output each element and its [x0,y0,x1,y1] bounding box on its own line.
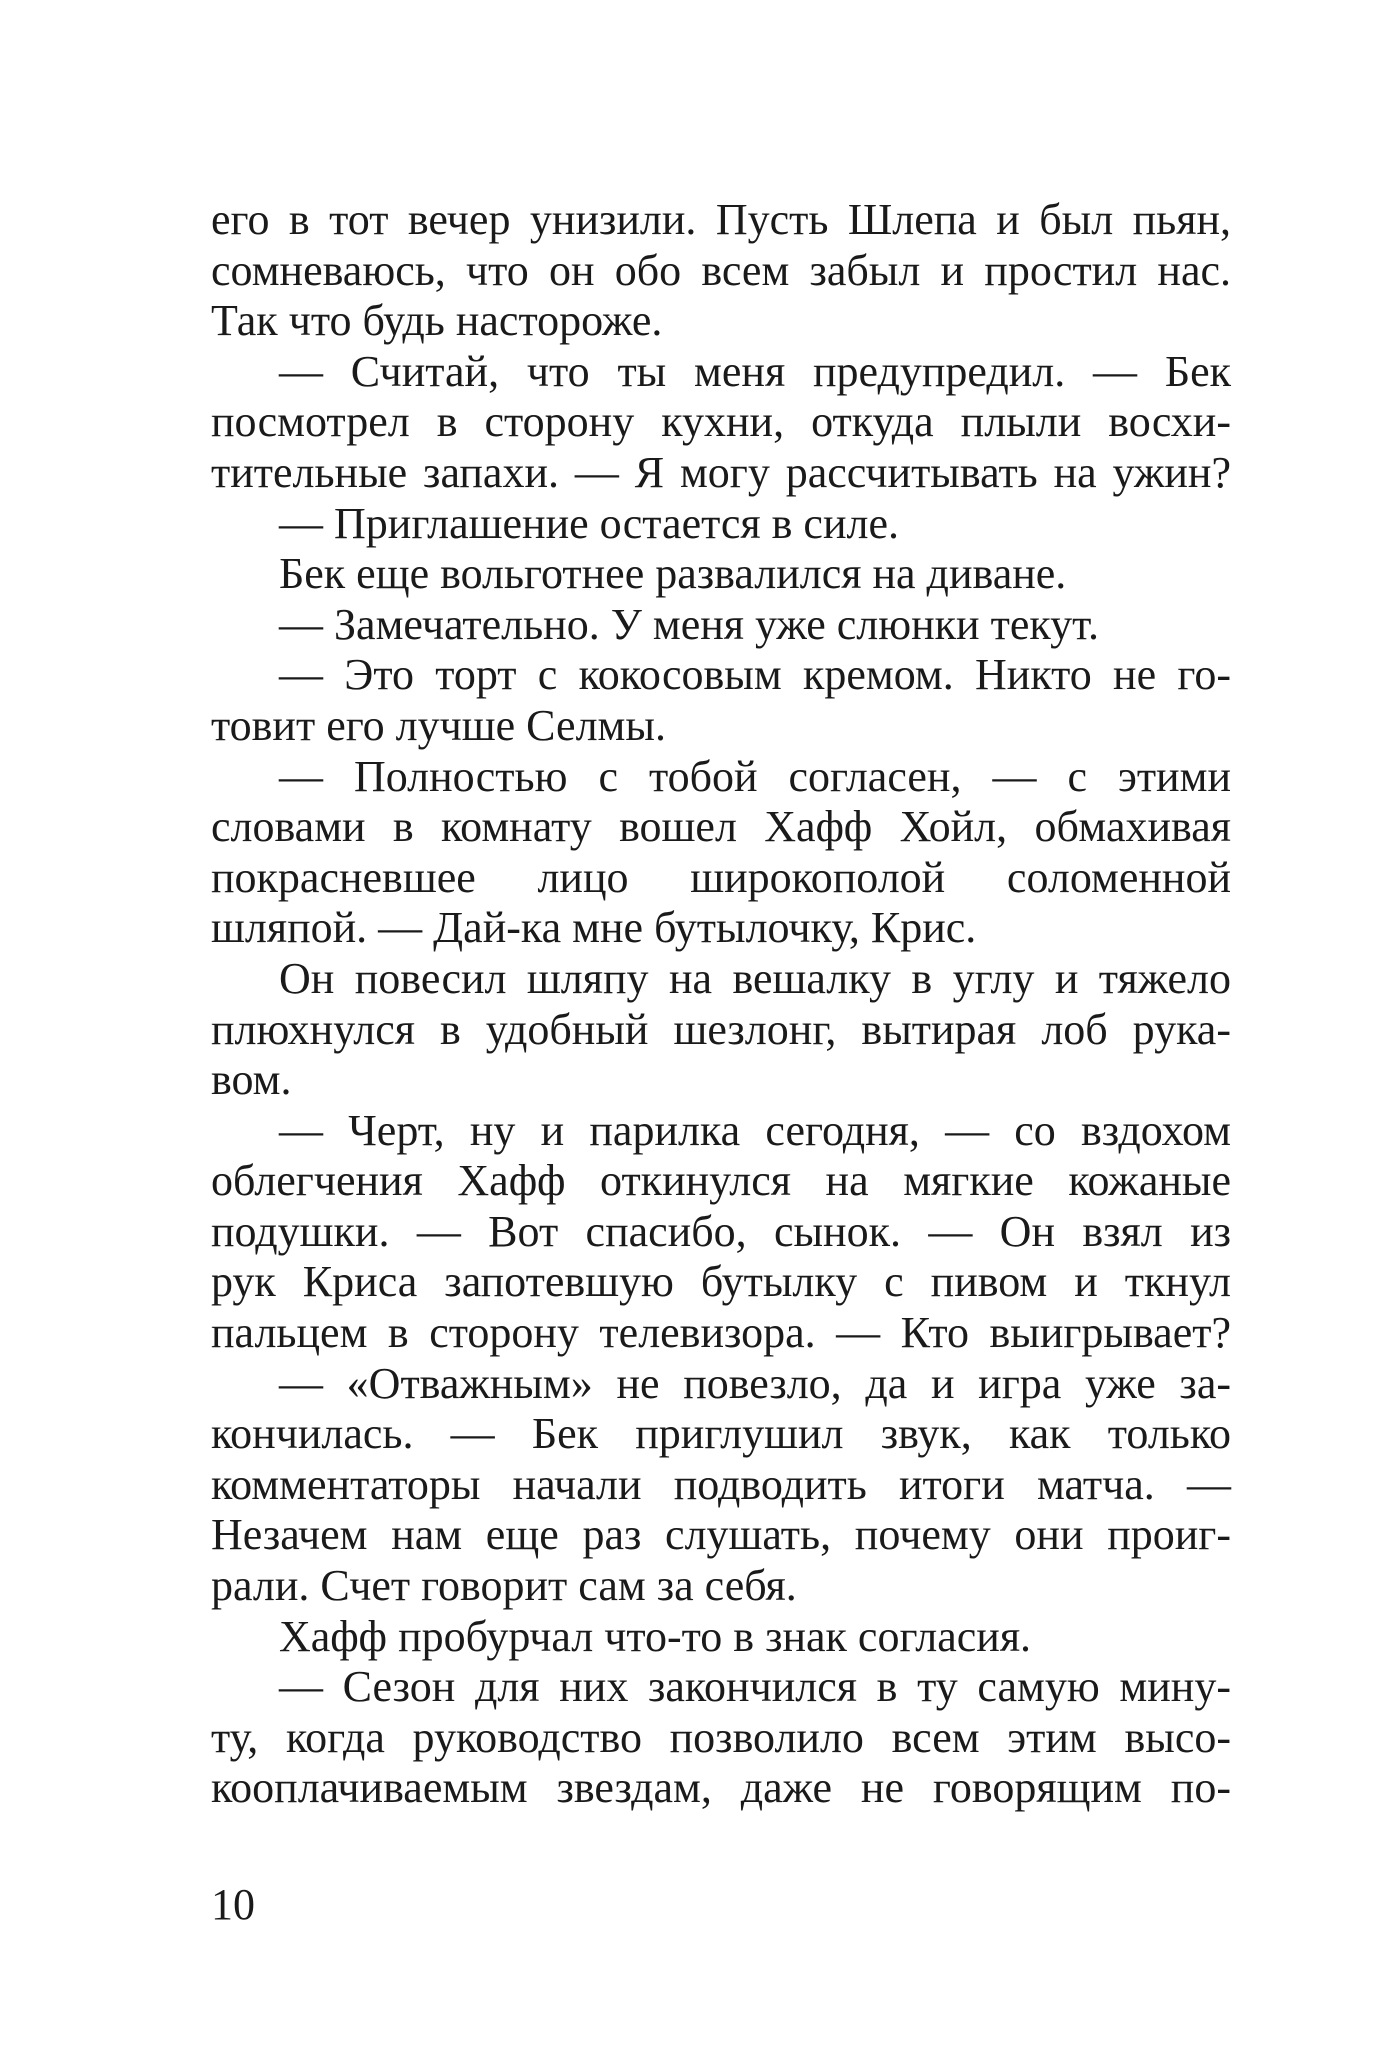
text-line: Незачем нам еще раз слушать, почему они проиг- [211,1510,1231,1560]
text-line: вом. [211,1055,292,1105]
text-line: шляпой. — Дай-ка мне бутылочку, Крис. [211,903,977,953]
text-line: товит его лучше Селмы. [211,700,666,750]
text-line: — Считай, что ты меня предупредил. — Бек [279,346,1231,396]
text-line: — Это торт с кокосовым кремом. Никто не го- [279,650,1231,700]
page-number: 10 [211,1880,255,1929]
text-line: пальцем в сторону телевизора. — Кто выигрывает? [211,1308,1231,1358]
text-line: рук Криса запотевшую бутылку с пивом и ткнул [211,1257,1231,1307]
text-line: Он повесил шляпу на вешалку в углу и тяжело [279,953,1231,1003]
text-line: кооплачиваемым звездам, даже не говорящим по- [211,1763,1231,1813]
text-line: — Приглашение остается в силе. [279,498,899,548]
text-line: словами в комнату вошел Хафф Хойл, обмахивая [211,802,1231,852]
text-line: Бек еще вольготнее развалился на диване. [279,549,1067,599]
text-line: — Полностью с тобой согласен, — с этими [279,751,1231,801]
text-line: посмотрел в сторону кухни, откуда плыли восхи- [211,397,1231,447]
text-line: плюхнулся в удобный шезлонг, вытирая лоб рука- [211,1004,1231,1054]
text-line: комментаторы начали подводить итоги матча. — [211,1459,1231,1509]
text-line: — Замечательно. У меня уже слюнки текут. [279,599,1100,649]
text-line: тительные запахи. — Я могу рассчитывать на ужин? [211,447,1231,497]
text-line: его в тот вечер унизили. Пусть Шлепа и был пьян, [211,195,1231,244]
text-line: Так что будь настороже. [211,296,663,346]
body-text [211,195,1231,1814]
text-line: облегчения Хафф откинулся на мягкие кожаные [211,1156,1231,1206]
text-line: — «Отважным» не повезло, да и игра уже за- [279,1358,1231,1408]
text-line: Хафф пробурчал что-то в знак согласия. [279,1611,1032,1661]
text-line: — Черт, ну и парилка сегодня, — со вздохом [279,1105,1231,1155]
text-line: покрасневшее лицо широкополой соломенной [211,852,1231,902]
text-line: кончилась. — Бек приглушил звук, как только [211,1409,1231,1459]
text-line: — Сезон для них закончился в ту самую мину- [279,1662,1231,1712]
text-line: рали. Счет говорит сам за себя. [211,1561,797,1611]
text-line: подушки. — Вот спасибо, сынок. — Он взял из [211,1206,1231,1256]
text-line: сомневаюсь, что он обо всем забыл и простил нас. [211,245,1231,295]
text-line: ту, когда руководство позволило всем этим высо- [211,1712,1231,1762]
